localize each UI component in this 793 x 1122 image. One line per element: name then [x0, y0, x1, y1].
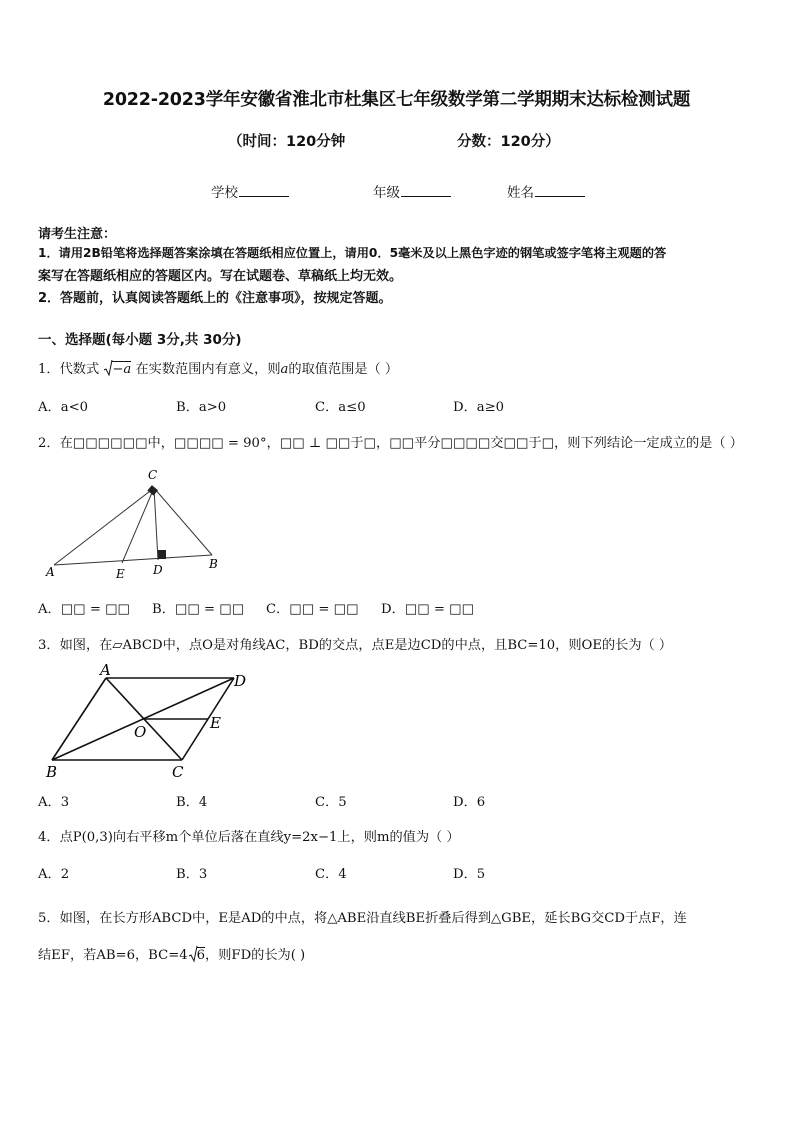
q5-radicand: 6: [196, 948, 206, 963]
q3-option-d[interactable]: D．6: [453, 795, 486, 810]
exam-time: （时间：120分钟: [228, 134, 346, 150]
name-blank[interactable]: [535, 184, 585, 197]
sqrt-icon: [188, 945, 198, 963]
section-heading: 一、选择题(每小题 3分,共 30分): [38, 332, 242, 348]
q1-option-c[interactable]: C．a≤0: [315, 400, 366, 415]
name-field: [507, 181, 585, 201]
q3-label-d: D: [234, 672, 247, 690]
school-field: [211, 181, 289, 201]
name-label: 姓名: [507, 185, 534, 201]
grade-label: 年级: [373, 185, 400, 201]
q1-option-d[interactable]: D．a≥0: [453, 400, 505, 415]
q5-radical: [188, 948, 205, 963]
q5-line2-end: ，则FD的长为( ): [205, 948, 306, 963]
sqrt-icon: [103, 359, 113, 377]
q1-option-a[interactable]: A．a<0: [38, 400, 89, 415]
q2-triangle-figure: [38, 462, 228, 582]
question-5-line-2: [38, 944, 305, 963]
q4-option-b[interactable]: B．3: [176, 867, 208, 882]
q2-option-d[interactable]: D．□□ = □□: [381, 602, 475, 617]
q2-label-a: A: [46, 565, 55, 579]
q2-label-d: D: [153, 563, 163, 577]
q1-suffix: 的取值范围是（ ）: [288, 362, 399, 377]
notice-line-2: 2．答题前，认真阅读答题纸上的《注意事项》，按规定答题。: [38, 291, 392, 306]
q3-label-e: E: [210, 714, 221, 732]
q2-label-b: B: [209, 557, 218, 571]
question-1: [38, 358, 398, 377]
q3-parallelogram-figure: [38, 662, 260, 782]
q3-option-a[interactable]: A．3: [38, 795, 70, 810]
q3-label-c: C: [172, 763, 184, 781]
q2-option-a[interactable]: A．□□ = □□: [38, 602, 130, 617]
q3-label-o: O: [134, 723, 147, 741]
q3-option-b[interactable]: B．4: [176, 795, 208, 810]
notice-heading: 请考生注意：: [38, 227, 117, 242]
q4-option-d[interactable]: D．5: [453, 867, 486, 882]
q3-label-a: A: [100, 662, 111, 679]
q1-option-b[interactable]: B．a>0: [176, 400, 227, 415]
question-3: 3．如图，在▱ABCD中，点O是对角线AC，BD的交点，点E是边CD的中点，且BC=10，则OE的长为（ ）: [38, 638, 673, 653]
q3-option-c[interactable]: C．5: [315, 795, 347, 810]
q2-label-e: E: [116, 567, 125, 581]
school-label: 学校: [211, 185, 238, 201]
q1-radicand: −a: [112, 362, 132, 377]
q2-option-c[interactable]: C．□□ = □□: [266, 602, 359, 617]
q2-option-b[interactable]: B．□□ = □□: [152, 602, 245, 617]
q1-middle: 在实数范围内有意义，则: [135, 362, 281, 377]
q2-label-c: C: [148, 468, 158, 482]
notice-line-1b: 案写在答题纸相应的答题区内。写在试题卷、草稿纸上均无效。: [38, 269, 403, 284]
q1-prefix: 1．代数式: [38, 362, 100, 377]
grade-field: [373, 181, 451, 201]
question-5-line-1: 5．如图，在长方形ABCD中，E是AD的中点，将△ABE沿直线BE折叠后得到△GBE，延长BG交CD于点F，连: [38, 911, 687, 926]
q2-right-angle-d: [158, 550, 166, 559]
q4-option-a[interactable]: A．2: [38, 867, 70, 882]
q1-radical: [103, 362, 131, 377]
q3-label-b: B: [46, 763, 58, 781]
question-4: 4．点P(0,3)向右平移m个单位后落在直线y=2x−1上，则m的值为（ ）: [38, 830, 460, 845]
grade-blank[interactable]: [401, 184, 451, 197]
page-title: 2022-2023学年安徽省淮北市杜集区七年级数学第二学期期末达标检测试题: [102, 90, 691, 110]
school-blank[interactable]: [239, 184, 289, 197]
notice-line-1a: 1．请用2B铅笔将选择题答案涂填在答题纸相应位置上，请用0．5毫米及以上黑色字迹的钢笔或签字笔将主观题的答: [38, 246, 667, 260]
q5-line2-start: 结EF，若AB=6，BC=4: [38, 948, 188, 963]
q1-var: a: [280, 362, 289, 377]
exam-score: 分数：120分）: [457, 134, 560, 150]
q4-option-c[interactable]: C．4: [315, 867, 347, 882]
question-2: 2．在□□□□□□中，□□□□ = 90°，□□ ⊥ □□于□，□□平分□□□□交□□于□，则下列结论一定成立的是（ ）: [38, 436, 743, 451]
